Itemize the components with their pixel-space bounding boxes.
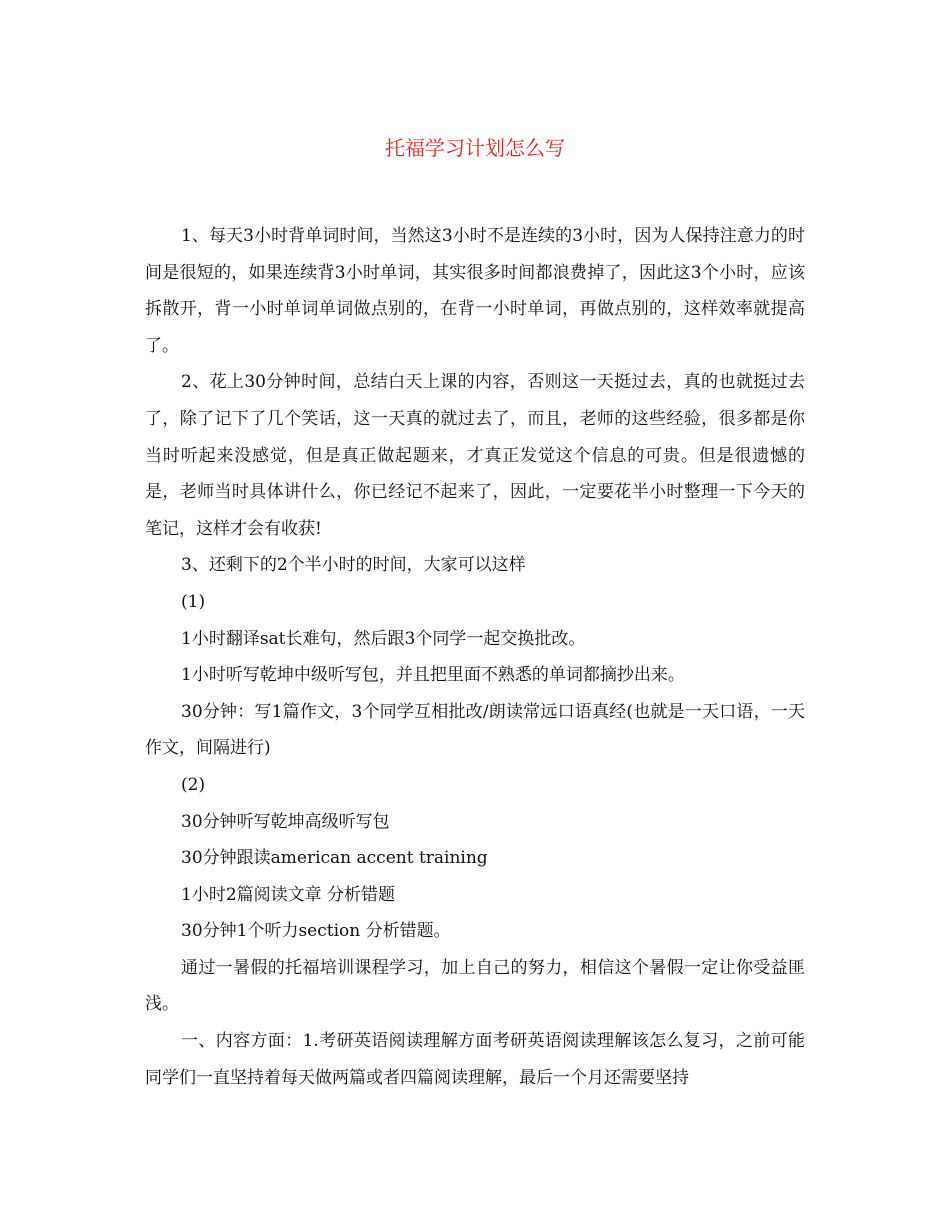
paragraph-6: 1小时听写乾坤中级听写包，并且把里面不熟悉的单词都摘抄出来。 (181, 665, 685, 686)
paragraph-10: 30分钟跟读american accent training (181, 848, 488, 869)
paragraph-11: 1小时2篇阅读文章 分析错题 (181, 884, 396, 905)
document-title: 托福学习计划怎么写 (385, 136, 565, 160)
paragraph-9: 30分钟听写乾坤高级听写包 (181, 811, 390, 832)
paragraph-4: (1) (181, 591, 206, 612)
paragraph-7: 30分钟：写1篇作文，3个同学互相批改/朗读常远口语真经(也就是一天口语，一天作文，间隔进行) (145, 701, 805, 759)
paragraph-13: 通过一暑假的托福培训课程学习，加上自己的努力，相信这个暑假一定让你受益匪浅。 (145, 957, 805, 1015)
paragraph-1: 1、每天3小时背单词时间，当然这3小时不是连续的3小时，因为人保持注意力的时间是很短的，如果连续背3小时单词，其实很多时间都浪费掉了，因此这3个小时，应该拆散开，背一小时单词单词做点别的，在背一小时单词，再做点别的，这样效率就提高了。 (145, 226, 805, 356)
paragraph-8: (2) (181, 774, 206, 795)
paragraph-3: 3、还剩下的2个半小时的时间，大家可以这样 (181, 555, 526, 576)
paragraph-2: 2、花上30分钟时间，总结白天上课的内容，否则这一天挺过去，真的也就挺过去了，除了记下了几个笑话，这一天真的就过去了，而且，老师的这些经验，很多都是你当时听起来没感觉，但是真正做起题来，才真正发觉这个信息的可贵。但是很遗憾的是，老师当时具体讲什么，你已经记不起来了，因此，一定要花半小时整理一下今天的笔记，这样才会有收获! (145, 372, 805, 539)
paragraph-14: 一、内容方面：1.考研英语阅读理解方面考研英语阅读理解该怎么复习，之前可能同学们一直坚持着每天做两篇或者四篇阅读理解，最后一个月还需要坚持 (145, 1031, 805, 1088)
document-body (145, 218, 805, 1096)
paragraph-5: 1小时翻译sat长难句，然后跟3个同学一起交换批改。 (181, 628, 586, 649)
paragraph-12: 30分钟1个听力section 分析错题。 (181, 921, 451, 942)
